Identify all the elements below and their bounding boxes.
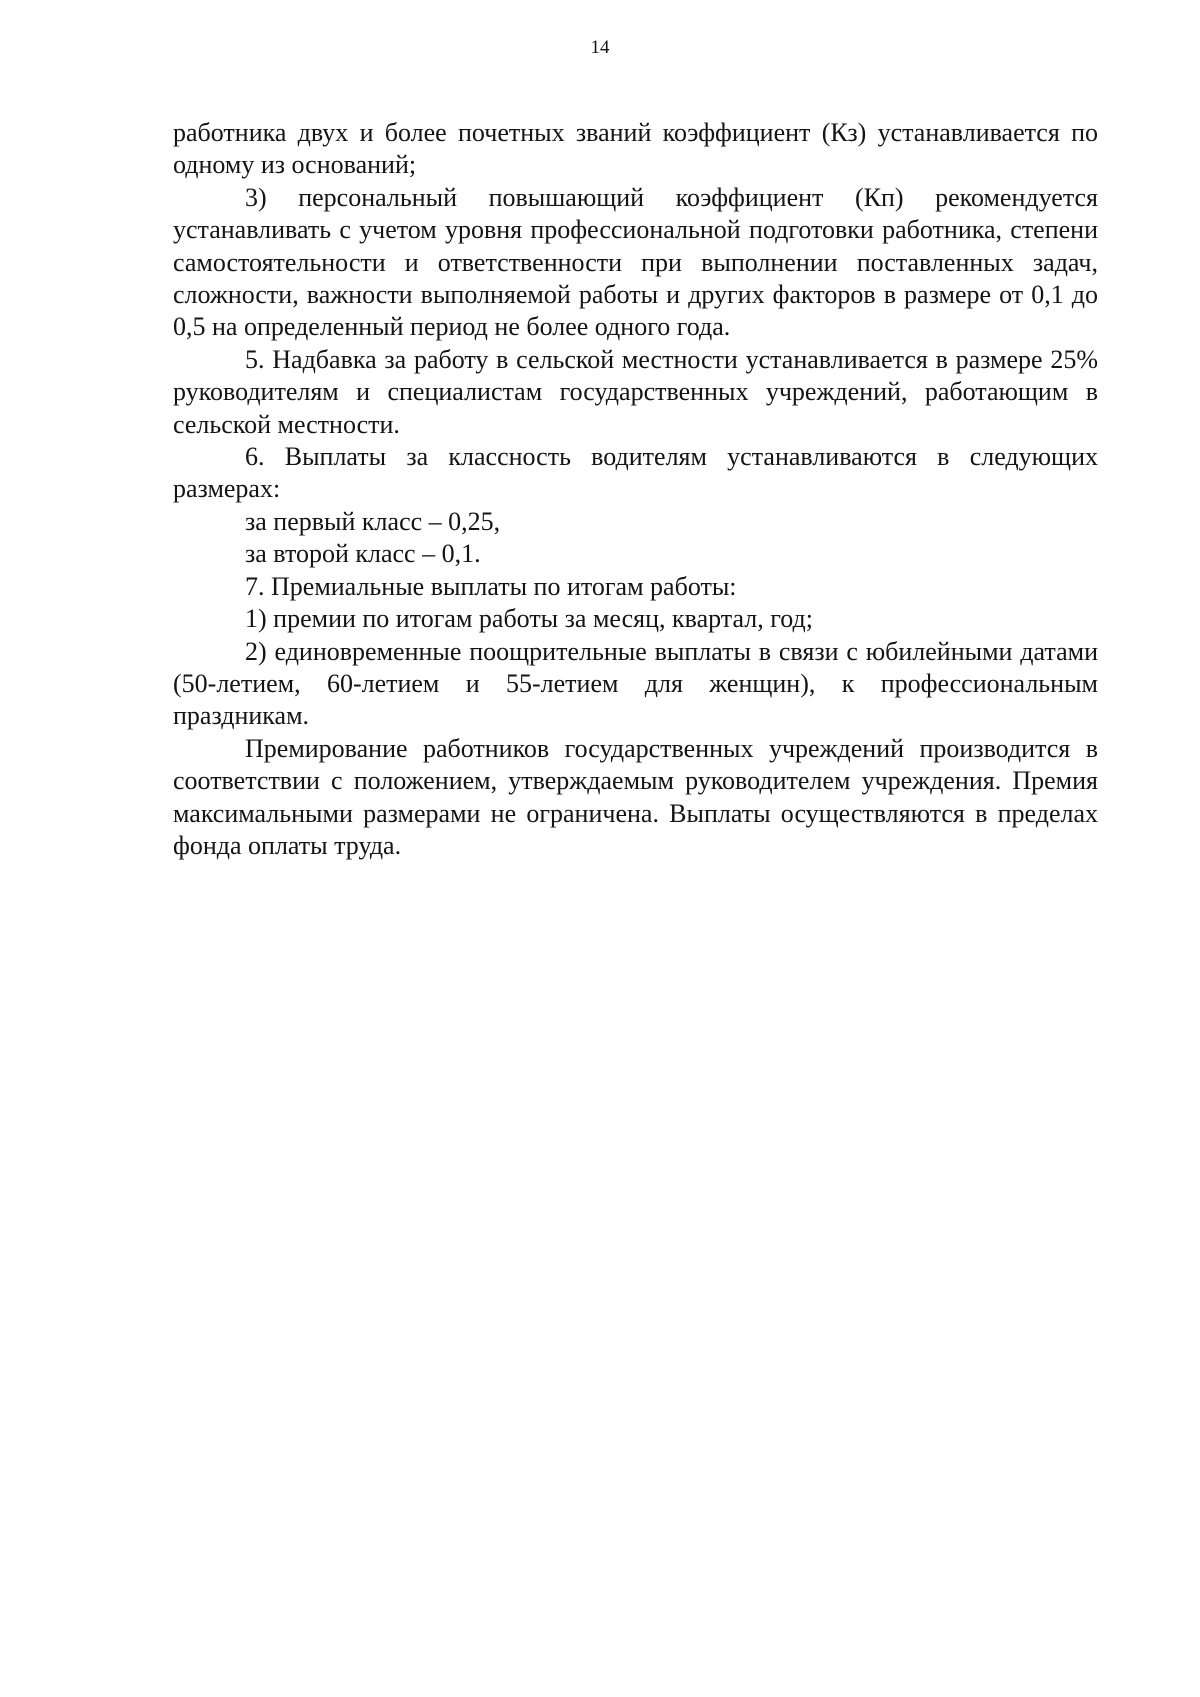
paragraph-driver-class-payments: 6. Выплаты за классность водителям устанавливаются в следующих размерах: [173, 442, 1098, 504]
list-item-one-time-payments: 2) единовременные поощрительные выплаты в связи с юбилейными датами (50-летием, 60-летием и 55-летием для женщин), к профессиональным праздникам. [173, 636, 1098, 731]
paragraph-rural-allowance: 5. Надбавка за работу в сельской местности устанавливается в размере 25% руководителям и специалистам государственных учреждений, работающим в сельской местности. [173, 344, 1098, 439]
list-item-first-class: за первый класс – 0,25, [245, 506, 501, 536]
paragraph-honorary-titles: работника двух и более почетных званий коэффициент (Кз) устанавливается по одному из оснований; [173, 118, 1098, 180]
list-item-periodic-bonuses: 1) премии по итогам работы за месяц, квартал, год; [245, 604, 813, 634]
list-item-second-class: за второй класс – 0,1. [245, 539, 481, 569]
paragraph-bonus-payments: 7. Премиальные выплаты по итогам работы: [245, 571, 737, 601]
paragraph-bonus-regulation: Премирование работников государственных учреждений производится в соответствии с положением, утверждаемым руководителем учреждения. Премия максимальными размерами не ограничена. Выплаты осуществляются в пределах фонда оплаты труда. [173, 733, 1098, 860]
document-body [173, 117, 1098, 862]
paragraph-personal-coefficient: 3) персональный повышающий коэффициент (Кп) рекомендуется устанавливать с учетом уровня профессиональной подготовки работника, степени самостоятельности и ответственности при выполнении поставленных задач, сложности, важности выполняемой работы и других факторов в размере от 0,1 до 0,5 на определенный период не более одного года. [173, 182, 1098, 342]
page-number: 14 [590, 37, 610, 58]
